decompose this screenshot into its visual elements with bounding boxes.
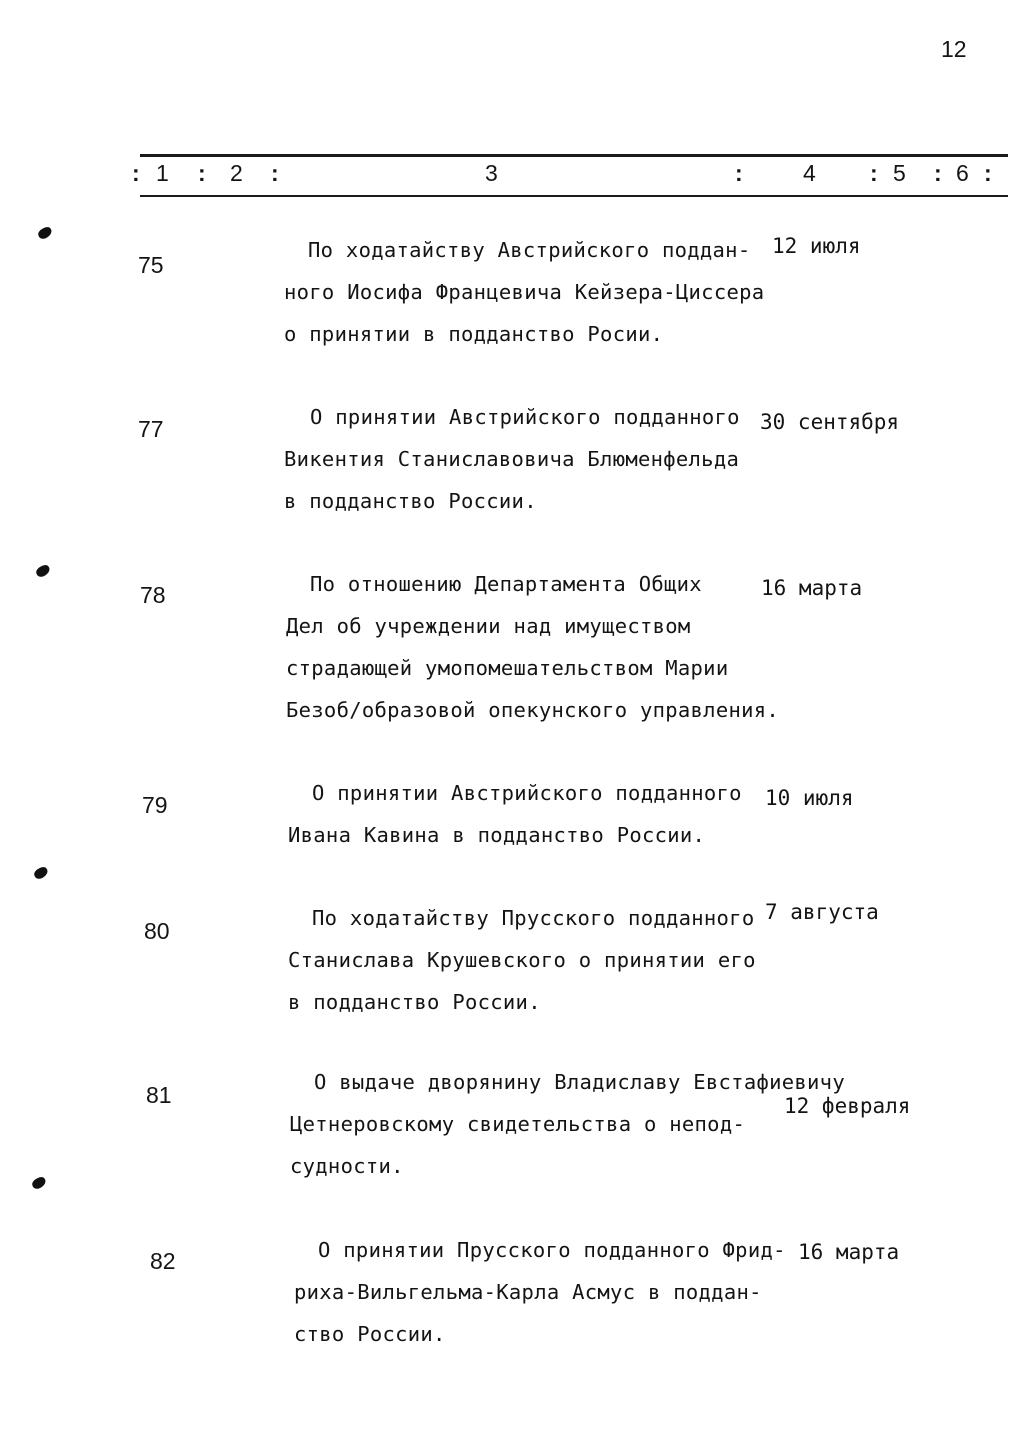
- column-separator: :: [934, 160, 942, 186]
- entry-line: Безоб/образовой опекунского управления.: [286, 698, 780, 722]
- entry-line: ство России.: [294, 1322, 446, 1346]
- entry-description: [288, 897, 808, 1023]
- entry-line: По ходатайству Прусского подданного: [312, 906, 755, 930]
- column-header-4: 4: [803, 160, 816, 186]
- column-header-5: 5: [893, 160, 906, 186]
- binding-hole-mark: [33, 866, 50, 881]
- entry-description: [290, 1061, 845, 1187]
- entry-number: 81: [146, 1082, 172, 1108]
- entry-line: О принятии Австрийского подданного: [310, 405, 740, 429]
- entry-date: 12 февраля: [784, 1094, 911, 1118]
- entry-description: [288, 772, 808, 856]
- entry-number: 77: [138, 416, 164, 442]
- column-separator: :: [984, 160, 992, 186]
- entry-line: страдающей умопомешательством Марии: [286, 656, 729, 680]
- entry-line: Дел об учреждении над имуществом: [286, 614, 691, 638]
- entry-line: Ивана Кавина в подданство России.: [288, 823, 706, 847]
- entry-date: 16 марта: [798, 1240, 900, 1264]
- entry-line: Станислава Крушевского о принятии его: [288, 948, 756, 972]
- entry-line: Цетнеровскому свидетельства о непод-: [290, 1112, 746, 1136]
- entry-number: 82: [150, 1248, 176, 1274]
- column-header-6: 6: [956, 160, 969, 186]
- column-header-1: 1: [156, 160, 169, 186]
- entry-number: 78: [140, 582, 166, 608]
- entry-number: 75: [138, 252, 164, 278]
- column-separator: :: [735, 160, 743, 186]
- page-number: 12: [941, 36, 967, 62]
- entry-line: судности.: [290, 1154, 404, 1178]
- entry-date: 12 июля: [772, 234, 861, 258]
- entry-date: 16 марта: [761, 576, 863, 600]
- binding-hole-mark: [31, 1176, 48, 1191]
- table-header-top-rule: [140, 154, 1008, 157]
- column-separator: :: [271, 160, 279, 186]
- column-separator: :: [870, 160, 878, 186]
- entry-description: [284, 229, 804, 355]
- entry-line: о принятии в подданство Росии.: [284, 322, 664, 346]
- entry-line: Викентия Станиславовича Блюменфельда: [284, 447, 740, 471]
- binding-hole-mark: [35, 564, 52, 579]
- table-header-bottom-rule: [140, 195, 1008, 197]
- entry-line: О выдаче дворянину Владиславу Евстафиевичу: [314, 1070, 845, 1094]
- entry-date: 10 июля: [765, 786, 854, 810]
- binding-hole-mark: [37, 226, 54, 241]
- entry-line: ного Иосифа Францевича Кейзера-Циссера: [284, 280, 765, 304]
- entry-date: 30 сентября: [760, 410, 900, 434]
- entry-number: 80: [144, 918, 170, 944]
- entry-number: 79: [142, 792, 168, 818]
- column-header-2: 2: [230, 160, 243, 186]
- entry-line: По ходатайству Австрийского поддан-: [308, 238, 751, 262]
- entry-line: О принятии Австрийского подданного: [312, 781, 742, 805]
- column-separator: :: [198, 160, 206, 186]
- entry-description: [294, 1229, 814, 1355]
- column-separator: :: [132, 160, 140, 186]
- entry-description: [286, 563, 806, 731]
- entry-description: [284, 396, 804, 522]
- entry-line: в подданство России.: [284, 489, 537, 513]
- entry-line: О принятии Прусского подданного Фрид-: [318, 1238, 786, 1262]
- entry-date: 7 августа: [765, 900, 879, 924]
- column-header-3: 3: [485, 160, 498, 186]
- entry-line: По отношению Департамента Общих: [310, 572, 702, 596]
- entry-line: в подданство России.: [288, 990, 541, 1014]
- entry-line: риха-Вильгельма-Карла Асмус в поддан-: [294, 1280, 762, 1304]
